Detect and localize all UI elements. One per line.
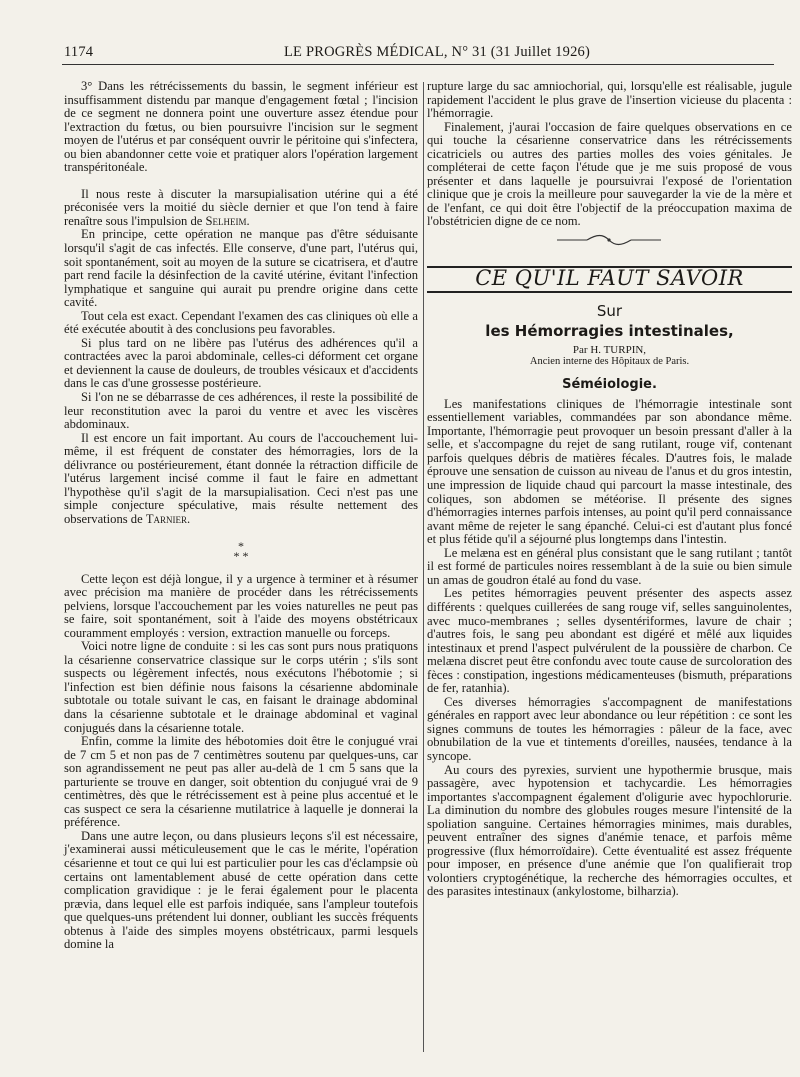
paragraph: Le melæna est en général plus consistant que le sang rutilant ; tantôt il est formé de particules noires ressemblant à de la suie ou bien simule un amas de goudron étalé au fond du vase.	[427, 545, 792, 587]
author-affiliation: Ancien interne des Hôpitaux de Paris.	[529, 356, 690, 368]
left-column	[64, 80, 418, 952]
article-byline: Par H. TURPIN,	[572, 344, 647, 357]
article-pretitle: Sur	[596, 302, 623, 321]
paragraph: Finalement, j'aurai l'occasion de faire quelques observations en ce qui touche la césarienne conservatrice dans les rétrécissements cicatriciels ou autres des parties molles des voies génitales. Je compléterai de cette façon l'étude que je me suis proposé de vous présenter et dans laquelle je poursuivrai l'exposé de l'orientation clinique que je crois la meilleure pour sauvegarder la vie de la mère et de l'enfant, ce qui doit être l'objectif de la préoccupation maxima de l'obstétricien digne de ce nom.	[427, 119, 792, 229]
section-heading: Séméiologie.	[562, 377, 657, 393]
author-name: Selheim	[205, 213, 247, 228]
paragraph: Les manifestations cliniques de l'hémorragie intestinale sont essentiellement variables, commandées par son abondance même. Importante, l'hémorragie peut provoquer un besoin pressant d'aller à la selle, et s'accompagne du rejet de sang rutilant, rouge vif, contenant parfois quelques débris de matières fécales. D'autres fois, le malade éprouve une sensation de cuisson au niveau de l'anus et du gros intestin, une impression de liquide chaud qui parcourt la masse intestinale, des coliques, son abdomen se météorise. Il présente des signes d'hémorragies internes parfois intenses, au point qu'il perd connaissance avant même de rejeter le sang épanché. Celui-ci est d'autant plus foncé et plus fétide qu'il a séjourné plus longtemps dans l'intestin.	[427, 396, 792, 547]
paragraph: Si l'on ne se débarrasse de ces adhérences, il reste la possibilité de leur reconstitution avec la paroi du ventre et avec les viscères abdominaux.	[64, 390, 418, 432]
paragraph: Les petites hémorragies peuvent présenter des aspects assez différents : quelques cuillerées de sang rouge vif, selles sanguinolentes, avec muco-membranes ; selles dysentériformes, lavure de chair ; d'autres fois, le sang peu abondant est digéré et mêlé aux liquides intestinaux et prend l'aspect pulvérulent de la poussière de charbon. Ce melæna discret peut être confondu avec toute cause de surcoloration des fèces : constipation, ingestions médicamenteuses (bismuth, préparations de fer, ratanhia).	[427, 586, 792, 696]
right-column	[427, 80, 792, 899]
paragraph: Ces diverses hémorragies s'accompagnent de manifestations générales en rapport avec leur abondance ou leur répétition : ce sont les signes communs de toutes les hémorragies : pâleur de la face, avec obnubilation de la vue et tintements d'oreilles, nausées, tendance à la syncope.	[427, 694, 792, 763]
paragraph: Il est encore un fait important. Au cours de l'accouchement lui-même, il est fréquent de constater des hémorragies, lors de la délivrance ou postérieurement, étant donnée la rétraction difficile de l'utérus largement incisé comme il faut le faire en admettant l'hypothèse qu'il s'agit de la marsupialisation. Ceci n'est pas une simple conjecture spéculative, mais résulte nettement des observations de Tarnier.	[64, 430, 418, 526]
column-separator	[423, 82, 424, 1052]
author-name: Tarnier	[145, 511, 188, 526]
paragraph: Il nous reste à discuter la marsupialisation utérine qui a été préconisée vers la moitié du siècle dernier et que l'on tend à faire renaître sous l'impulsion de Selheim.	[64, 186, 418, 228]
paragraph: Tout cela est exact. Cependant l'examen des cas cliniques où elle a été exécutée aboutit à des conclusions peu favorables.	[64, 308, 418, 337]
paragraph: 3° Dans les rétrécissements du bassin, le segment inférieur est insuffisamment distendu par manque d'engagement fœtal ; l'incision de ce segment ne donnera point une ouverture assez étendue pour l'extraction du fœtus, ou bien poursuivre l'incision sur le segment moyen de l'utérus et par conséquent ouvrir le péritoine qui s'infectera, ou bien abandonner cette voie et pratiquer alors l'opération largement transpéritonéale.	[64, 79, 418, 175]
header-rule	[62, 64, 774, 65]
paragraph: Au cours des pyrexies, survient une hypothermie brusque, mais passagère, avec hypotension et tachycardie. Les hémorragies importantes s'accompagnent également d'oligurie avec hypochlorurie. La diminution du nombre des globules rouges mesure l'intensité de la spoliation sanguine. Certaines hémorragies minimes, mais durables, peuvent entraîner des signes d'anémie tenace, et parfois même progressive (flux hémorroïdaire). Cette éventualité est assez fréquente pour imposer, en présence d'une anémie que l'on qualifierait trop volontiers cryptogénétique, la recherche des hémorragies occultes, et des parasites intestinaux (ankylostome, bilharzia).	[427, 762, 792, 899]
paragraph: Cette leçon est déjà longue, il y a urgence à terminer et à résumer avec précision ma manière de procéder dans les rétrécissements pelviens, lorsque l'accouchement par les voies naturelles ne peut pas se faire, soit spontanément, soit à l'aide des moyens obstétricaux couramment employés : version, extraction manuelle ou forceps.	[64, 571, 418, 640]
article-title: les Hémorragies intestinales,	[485, 321, 734, 340]
paragraph: Si plus tard on ne libère pas l'utérus des adhérences qu'il a contractées avec la paroi abdominale, celles-ci déforment cet organe et deviennent la cause de douleurs, de troubles vésicaux et d'accidents dans le cas d'une grossesse postérieure.	[64, 335, 418, 391]
decorative-divider	[427, 232, 792, 248]
paragraph: Dans une autre leçon, ou dans plusieurs leçons s'il est nécessaire, j'examinerai aussi méticuleusement que le cas le mérite, l'opération césarienne et tout ce qui lui est particulier pour les cas d'éclampsie où certains ont lamentablement abusé de cette opération dans cette complication gravidique : je le ferai également pour le placenta prævia, dans lequel elle est parfois indiquée, sans l'ampleur toutefois que quelques-uns prétendent lui donner, oubliant les succès fréquents obtenus à l'aide des simples moyens obstétricaux, parmi lesquels domine la	[64, 828, 418, 952]
paragraph: Enfin, comme la limite des hébotomies doit être le conjugué vrai de 7 cm 5 et non pas de 7 centimètres soutenu par quelques-uns, car son agrandissement ne peut pas aller au-delà de 1 cm 5 sans que la parturiente se trouve en danger, soit obtention du conjugué vrai de 9 centimètres, dès que le rétrécissement est à peine plus accentué et le cas suspect ce sera la césarienne mutilatrice à laquelle je donnerai la préférence.	[64, 734, 418, 830]
page-number: 1174	[64, 44, 94, 60]
section-asterisks: * * *	[233, 538, 249, 563]
running-header	[64, 44, 770, 66]
paragraph: En principe, cette opération ne manque pas d'être séduisante lorsqu'il s'agit de cas infectés. Elle conserve, d'une part, l'utérus qui, soit spontanément, soit au moyen de la suture se cicatrisera, et d'autre part rend facile la désinfection de la cavité utérine, évitant l'infection lymphatique et sanguine qui aurait pu prendre origine dans cette cavité.	[64, 227, 418, 310]
paragraph: rupture large du sac amniochorial, qui, lorsqu'elle est réalisable, jugule rapidement l'accident le plus grave de l'insertion vicieuse du placenta : l'hémorragie.	[427, 79, 792, 121]
section-banner: CE QU'IL FAUT SAVOIR	[427, 266, 792, 294]
journal-title: LE PROGRÈS MÉDICAL, N° 31 (31 Juillet 1926)	[284, 44, 591, 60]
paragraph: Voici notre ligne de conduite : si les cas sont purs nous pratiquons la césarienne conservatrice classique sur le corps utérin ; s'ils sont suspects ou légèrement infectés, nous exécutons l'hébotomie ; si l'infection est bien définie nous faisons la césarienne abdominale subtotale ou totale suivant le cas, en faisant le drainage abdominal dans la césarienne subtotale et le drainage abdominal et vaginal conjugués dans la césarienne totale.	[64, 639, 418, 735]
